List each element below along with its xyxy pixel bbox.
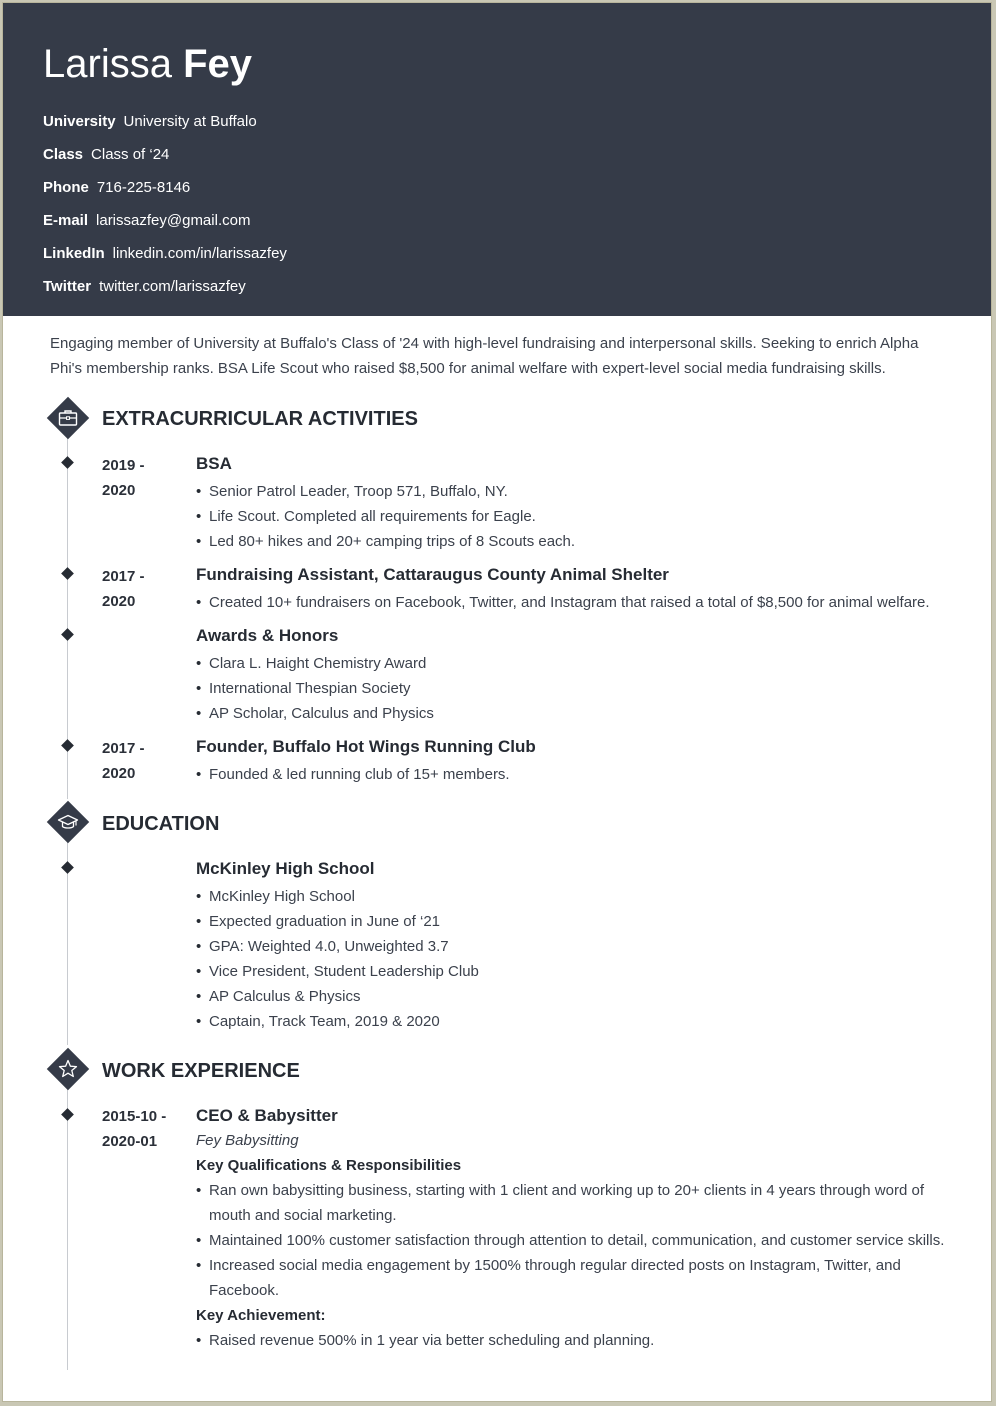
list-item: • Founded & led running club of 15+ members. xyxy=(196,762,956,787)
qualifications-label: Key Qualifications & Responsibilities xyxy=(196,1157,462,1174)
graduation-cap-icon xyxy=(56,810,80,834)
list-item: • Life Scout. Completed all requirements for Eagle. xyxy=(196,504,956,529)
date-start: 2017 - xyxy=(102,740,145,757)
summary-text: Engaging member of University at Buffalo's Class of '24 with high-level fundraising and interpersonal skills. Seeking to enrich Alpha Phi's membership ranks. BSA Life Scout who raised $8,500 for animal welfare with expert-level social media fundraising skills. xyxy=(50,335,919,377)
briefcase-icon xyxy=(56,406,80,430)
contact-list xyxy=(43,111,287,309)
list-item: • Created 10+ fundraisers on Facebook, Twitter, and Instagram that raised a total of $8,500 for animal welfare. xyxy=(196,590,956,615)
contact-value: larissazfey@gmail.com xyxy=(96,212,251,229)
entry-bsa xyxy=(196,451,956,554)
bullet-list xyxy=(196,590,956,615)
contact-label: LinkedIn xyxy=(43,245,105,262)
timeline-dot xyxy=(61,567,74,580)
contact-value: twitter.com/larissazfey xyxy=(99,278,246,295)
contact-label: E-mail xyxy=(43,212,89,229)
bullet-list xyxy=(196,762,956,787)
contact-phone xyxy=(43,177,287,210)
entry-ceo-babysitter xyxy=(196,1103,956,1353)
date-start: 2017 - xyxy=(102,568,145,585)
entry-fundraising-assistant xyxy=(196,562,956,615)
entry-title: Founder, Buffalo Hot Wings Running Club xyxy=(196,737,536,756)
list-item: • AP Calculus & Physics xyxy=(196,984,956,1009)
contact-twitter xyxy=(43,276,287,309)
entry-date xyxy=(102,564,145,614)
contact-linkedin xyxy=(43,243,287,276)
achievement-list xyxy=(196,1328,956,1353)
contact-value: 716-225-8146 xyxy=(96,179,191,196)
resume-page xyxy=(2,2,992,1402)
list-item: • Ran own babysitting business, starting with 1 client and working up to 20+ clients in 4 years through word of mouth and social marketing. xyxy=(196,1178,956,1228)
bullet-list xyxy=(196,1178,956,1303)
list-item: • Expected graduation in June of ‘21 xyxy=(196,909,956,934)
section-title-extracurricular: EXTRACURRICULAR ACTIVITIES xyxy=(102,408,418,430)
bullet-list xyxy=(196,479,956,554)
entry-date xyxy=(102,453,145,503)
timeline-dot xyxy=(61,628,74,641)
list-item: • Vice President, Student Leadership Club xyxy=(196,959,956,984)
contact-value: University at Buffalo xyxy=(123,113,257,130)
contact-label: Class xyxy=(43,146,84,163)
timeline-dot xyxy=(61,456,74,469)
contact-class xyxy=(43,144,287,177)
entry-title: McKinley High School xyxy=(196,859,375,878)
timeline-dot xyxy=(61,739,74,752)
contact-university xyxy=(43,111,287,144)
contact-value: Class of ‘24 xyxy=(91,146,170,163)
contact-label: University xyxy=(43,113,116,130)
entry-running-club xyxy=(196,734,956,787)
entry-date xyxy=(102,1104,166,1154)
bullet-list xyxy=(196,884,956,1034)
list-item: • Raised revenue 500% in 1 year via better scheduling and planning. xyxy=(196,1328,956,1353)
date-end: 2020 xyxy=(102,482,136,499)
date-end: 2020 xyxy=(102,765,136,782)
entry-awards-honors xyxy=(196,623,956,726)
achievement-label: Key Achievement: xyxy=(196,1307,326,1324)
section-title-education: EDUCATION xyxy=(102,813,220,835)
date-start: 2019 - xyxy=(102,457,145,474)
list-item: • McKinley High School xyxy=(196,884,956,909)
list-item: • Captain, Track Team, 2019 & 2020 xyxy=(196,1009,956,1034)
entry-date xyxy=(102,736,145,786)
list-item: • Increased social media engagement by 1500% through regular directed posts on Instagram, Twitter, and Facebook. xyxy=(196,1253,956,1303)
date-end: 2020 xyxy=(102,593,136,610)
date-start: 2015-10 - xyxy=(102,1108,167,1125)
list-item: • Led 80+ hikes and 20+ camping trips of 8 Scouts each. xyxy=(196,529,956,554)
contact-label: Twitter xyxy=(43,278,92,295)
resume-header xyxy=(3,3,992,316)
last-name: Fey xyxy=(183,42,253,86)
timeline-dot xyxy=(61,1108,74,1121)
bullet-list xyxy=(196,651,956,726)
entry-mckinley xyxy=(196,856,956,1034)
section-title-work: WORK EXPERIENCE xyxy=(102,1060,300,1082)
timeline-dot xyxy=(61,861,74,874)
entry-title: Awards & Honors xyxy=(196,626,339,645)
entry-title: Fundraising Assistant, Cattaraugus County Animal Shelter xyxy=(196,565,669,584)
list-item: • International Thespian Society xyxy=(196,676,956,701)
list-item: • Senior Patrol Leader, Troop 571, Buffalo, NY. xyxy=(196,479,956,504)
star-icon xyxy=(56,1057,80,1081)
company-name: Fey Babysitting xyxy=(196,1132,299,1149)
list-item: • GPA: Weighted 4.0, Unweighted 3.7 xyxy=(196,934,956,959)
entry-title: BSA xyxy=(196,454,232,473)
contact-email xyxy=(43,210,287,243)
first-name: Larissa xyxy=(43,42,172,86)
contact-value: linkedin.com/in/larissazfey xyxy=(112,245,287,262)
candidate-name xyxy=(43,40,252,88)
contact-label: Phone xyxy=(43,179,89,196)
list-item: • AP Scholar, Calculus and Physics xyxy=(196,701,956,726)
date-end: 2020-01 xyxy=(102,1133,158,1150)
timeline-line-work xyxy=(67,1086,68,1370)
list-item: • Clara L. Haight Chemistry Award xyxy=(196,651,956,676)
entry-title: CEO & Babysitter xyxy=(196,1106,338,1125)
list-item: • Maintained 100% customer satisfaction through attention to detail, communication, and customer service skills. xyxy=(196,1228,956,1253)
